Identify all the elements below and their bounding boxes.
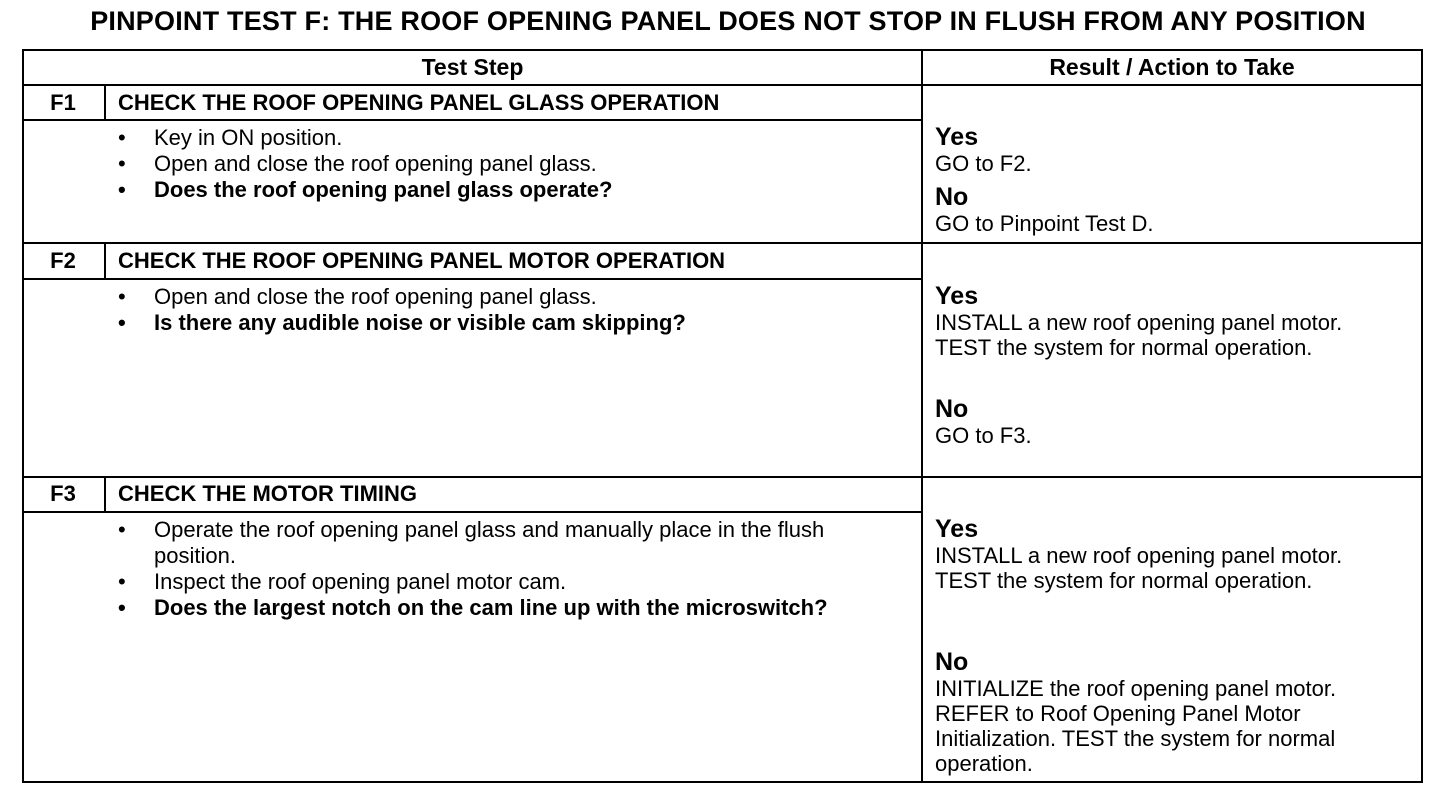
yes-action-line: INSTALL a new roof opening panel motor. <box>935 543 1343 568</box>
step-id-divider <box>104 242 106 279</box>
yes-action-line: TEST the system for normal operation. <box>935 568 1313 593</box>
instruction-item: • Operate the roof opening panel glass and manually place in the flush position. <box>116 517 876 569</box>
yes-label: Yes <box>935 282 979 310</box>
instruction-item: • Key in ON position. <box>116 125 906 151</box>
no-action-line: INITIALIZE the roof opening panel motor. <box>935 676 1337 701</box>
step-result <box>935 283 1342 448</box>
step-heading-divider <box>22 511 923 513</box>
column-header-test-step: Test Step <box>421 54 524 80</box>
step-question: • Does the largest notch on the cam line up with the microswitch? <box>116 595 876 621</box>
no-action: GO to F3. <box>935 423 1032 448</box>
step-id-divider <box>104 476 106 513</box>
column-divider <box>921 49 923 783</box>
no-action-line: operation. <box>935 751 1033 776</box>
step-heading: CHECK THE ROOF OPENING PANEL GLASS OPERATION <box>118 90 720 115</box>
no-action-line: Initialization. TEST the system for normal <box>935 726 1336 751</box>
step-heading-divider <box>22 119 923 121</box>
instruction-item: • Open and close the roof opening panel glass. <box>116 151 906 177</box>
no-action: GO to Pinpoint Test D. <box>935 211 1154 236</box>
step-divider <box>22 476 1423 478</box>
step-id-divider <box>104 84 106 121</box>
yes-label: Yes <box>935 515 979 543</box>
step-heading: CHECK THE MOTOR TIMING <box>118 481 418 506</box>
step-question: • Is there any audible noise or visible cam skipping? <box>116 310 906 336</box>
step-heading: CHECK THE ROOF OPENING PANEL MOTOR OPERATION <box>118 248 726 273</box>
instruction-item: • Inspect the roof opening panel motor cam. <box>116 569 876 595</box>
step-id: F2 <box>50 248 76 273</box>
yes-label: Yes <box>935 123 979 151</box>
step-divider <box>22 242 1423 244</box>
no-label: No <box>935 648 969 676</box>
yes-action-line: TEST the system for normal operation. <box>935 335 1313 360</box>
step-result <box>935 124 1153 236</box>
page-title: PINPOINT TEST F: THE ROOF OPENING PANEL DOES NOT STOP IN FLUSH FROM ANY POSITION <box>90 6 1366 36</box>
yes-action-line: INSTALL a new roof opening panel motor. <box>935 310 1343 335</box>
header-divider <box>22 84 1423 86</box>
step-result <box>935 516 1342 776</box>
step-instructions <box>116 517 876 621</box>
step-id: F3 <box>50 481 76 506</box>
step-instructions <box>116 125 906 203</box>
step-instructions <box>116 284 906 336</box>
instruction-item: • Open and close the roof opening panel glass. <box>116 284 906 310</box>
step-question: • Does the roof opening panel glass operate? <box>116 177 906 203</box>
no-label: No <box>935 395 969 423</box>
step-id: F1 <box>50 90 76 115</box>
no-label: No <box>935 183 969 211</box>
yes-action: GO to F2. <box>935 151 1032 176</box>
no-action-line: REFER to Roof Opening Panel Motor <box>935 701 1301 726</box>
column-header-result: Result / Action to Take <box>1049 54 1295 80</box>
step-heading-divider <box>22 278 923 280</box>
